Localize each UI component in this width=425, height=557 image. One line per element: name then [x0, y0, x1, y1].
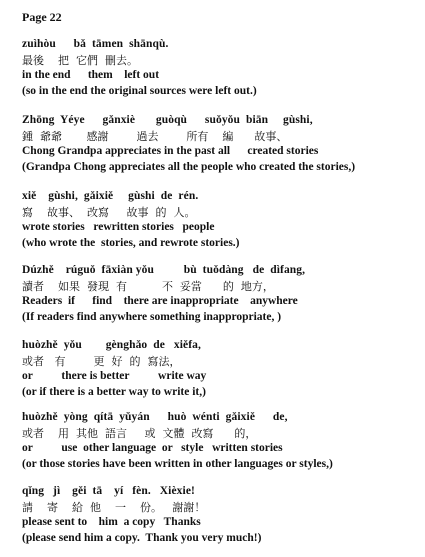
stanza-4: [22, 263, 422, 325]
word-gloss-line: Chong Grandpa appreciates in the past all created stories: [22, 145, 319, 157]
pinyin-line: huòzhě yòng qítā yǔyán huò wénti gǎixiě de,: [22, 411, 288, 423]
stanza-3: [22, 189, 422, 251]
word-gloss-line: or there is better write way: [22, 370, 207, 382]
page-number: Page 22: [22, 10, 62, 24]
chinese-line: 寫 故事、 改寫 故事 的 人。: [22, 205, 196, 219]
chinese-line: 讀者 如果 發現 有 不 妥當 的 地方，: [22, 279, 274, 293]
pinyin-line: zuìhòu bǎ tāmen shānqù.: [22, 38, 169, 50]
word-gloss-line: please sent to him a copy Thanks: [22, 516, 201, 528]
pinyin-line: huòzhě yǒu gènghǎo de xiěfa,: [22, 339, 201, 351]
translation-line: (please send him a copy. Thank you very much!): [22, 531, 262, 544]
stanza-6: [22, 410, 422, 472]
pinyin-line: Zhōng Yéye gǎnxiè guòqù suǒyǒu biān gùshi,: [22, 114, 313, 126]
word-gloss-line: or use other language or style written stories: [22, 442, 283, 454]
translation-line: (or if there is a better way to write it,): [22, 385, 206, 398]
pinyin-line: qǐng jì gěi tā yí fèn. Xièxie!: [22, 485, 195, 497]
stanza-2: [22, 113, 422, 175]
translation-line: (or those stories have been written in other languages or styles,): [22, 457, 333, 470]
translation-line: (so in the end the original sources were left out.): [22, 84, 257, 97]
chinese-line: 鍾 爺爺 感謝 過去 所有 編 故事、: [22, 129, 288, 143]
chinese-line: 請 寄 給 他 一 份。 謝謝！: [22, 500, 206, 514]
translation-line: (If readers find anywhere something inappropriate, ): [22, 310, 282, 323]
pinyin-line: Dúzhě rúguǒ fāxiàn yǒu bù tuǒdàng de dìfang,: [22, 264, 306, 276]
stanza-1: [22, 37, 422, 99]
translation-line: (Grandpa Chong appreciates all the people who created the stories,): [22, 160, 356, 173]
word-gloss-line: in the end them left out: [22, 69, 160, 81]
translation-line: (who wrote the stories, and rewrote stories.): [22, 236, 240, 249]
chinese-line: 或者 有 更 好 的 寫法，: [22, 354, 181, 368]
chinese-line: 最後 把 它們 刪去。: [22, 53, 138, 67]
word-gloss-line: wrote stories rewritten stories people: [22, 221, 215, 233]
pinyin-line: xiě gùshi, gǎixiě gùshi de rén.: [22, 190, 199, 202]
word-gloss-line: Readers if find there are inappropriate anywhere: [22, 295, 298, 307]
stanza-7: [22, 484, 422, 546]
chinese-line: 或者 用 其他 語言 或 文體 改寫 的，: [22, 426, 257, 440]
stanza-5: [22, 338, 422, 400]
